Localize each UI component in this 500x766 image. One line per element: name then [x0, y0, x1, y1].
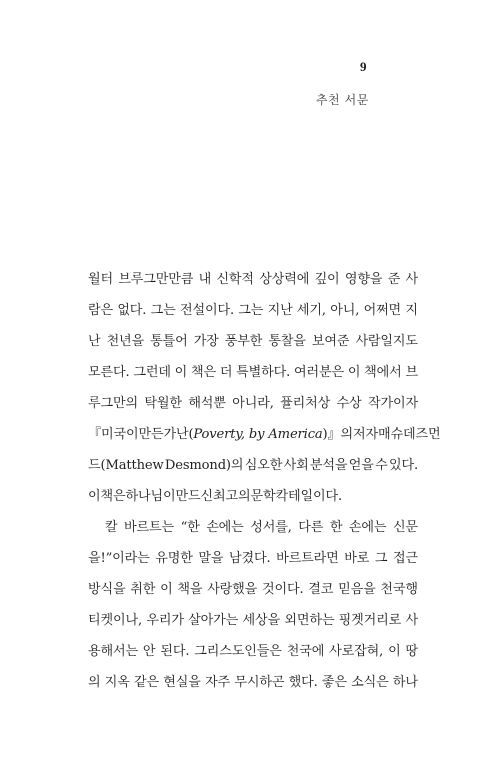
word: 수상: [336, 396, 362, 411]
word: 보여준: [311, 334, 350, 349]
word: 이: [160, 582, 173, 597]
word: 취한: [130, 582, 156, 597]
word: 통틀어: [150, 334, 188, 349]
word: 것이다.: [261, 582, 304, 597]
page-number: 9: [360, 59, 367, 74]
word: 세기,: [296, 303, 326, 318]
word: Desmond)의: [164, 458, 244, 473]
word: 깊이: [314, 272, 340, 287]
word: 최고의: [213, 489, 251, 504]
word: 접근: [392, 551, 418, 566]
word: 저자: [352, 427, 378, 442]
word: 매슈: [377, 427, 403, 442]
word: 통찰을: [268, 334, 306, 349]
word: 사: [405, 613, 418, 628]
word: 살아가는: [188, 613, 239, 628]
word: 책은: [100, 489, 126, 504]
word: 천국에: [286, 644, 325, 659]
word: 특별하다.: [236, 365, 291, 380]
word: 지난: [267, 303, 293, 318]
word: 이: [174, 365, 188, 380]
word: 풍부한: [224, 334, 263, 349]
word: 하나님이: [125, 489, 176, 504]
running-head: 추천 서문: [315, 93, 369, 107]
word: 바르트는: [124, 520, 175, 535]
word: 소식은: [351, 675, 389, 690]
word: 심오한: [244, 458, 283, 473]
word: 이: [347, 365, 361, 380]
word: 지: [405, 303, 418, 318]
word: 현실을: [163, 675, 201, 690]
word: 지옥: [104, 675, 130, 690]
text-line: [88, 388, 418, 419]
word: 외면하는: [284, 613, 335, 628]
word: 가장: [193, 334, 219, 349]
word: 자주: [205, 675, 231, 690]
word: 칵테일이다.: [275, 489, 343, 504]
word: 퓰리처상: [280, 396, 331, 411]
text-line: [88, 636, 418, 667]
text-line: [88, 667, 418, 698]
word: 루그만의: [88, 396, 138, 411]
word: 땅: [405, 644, 418, 659]
word: 같은: [134, 675, 160, 690]
word: 천년을: [106, 334, 145, 349]
word: 어쩌면: [363, 303, 402, 318]
word: 가난(Poverty, by America)』의: [163, 427, 353, 442]
word: 칼: [105, 520, 118, 535]
word: 용해서는: [88, 644, 138, 659]
word: 유명한: [155, 551, 193, 566]
word: 한: [329, 520, 343, 535]
word: 그리스도인들은: [194, 644, 282, 659]
word: 안: [142, 644, 156, 659]
word: 브: [405, 365, 418, 380]
word: 사: [405, 272, 418, 287]
word: 바로: [344, 551, 370, 566]
word: 모른다.: [88, 365, 130, 380]
word: 여러분은: [294, 365, 344, 380]
word: 남겼다.: [228, 551, 271, 566]
text-line: [88, 357, 418, 388]
word: 책은: [191, 365, 216, 380]
word: 손에는: [206, 520, 244, 535]
word: 의: [88, 675, 101, 690]
word: 탁월한: [144, 396, 182, 411]
word: 된다.: [160, 644, 190, 659]
word: 좋은: [321, 675, 347, 690]
word: 하나: [392, 675, 418, 690]
text-line: [88, 481, 418, 512]
word: 무시하곤: [234, 675, 285, 690]
word: 더: [219, 365, 233, 380]
word: 믿음을: [338, 582, 376, 597]
word: 만드신: [175, 489, 213, 504]
word: 사랑했을: [207, 582, 258, 597]
word: 사람일지도: [355, 334, 418, 349]
word: 책을: [177, 582, 203, 597]
word: 그런데: [133, 365, 171, 380]
word: 이: [88, 489, 101, 504]
word: 내: [198, 272, 212, 287]
word: 『미국이: [88, 427, 139, 442]
word: 그는: [238, 303, 264, 318]
word: 천국행: [380, 582, 418, 597]
word: 손에는: [348, 520, 387, 535]
word: 만든: [138, 427, 164, 442]
word: 수: [375, 458, 388, 473]
word: 상상력에: [259, 272, 310, 287]
word: 그: [374, 551, 388, 566]
word: 얻을: [348, 458, 374, 473]
word: 우리가: [146, 613, 184, 628]
word: 핑곗거리로: [338, 613, 402, 628]
word: 방식을: [88, 582, 126, 597]
word: 바르트라면: [276, 551, 339, 566]
word: “한: [180, 520, 200, 535]
word: 세상을: [242, 613, 280, 628]
word: 아니라,: [232, 396, 274, 411]
word: 했다.: [288, 675, 318, 690]
word: 신학적: [216, 272, 254, 287]
word: 작가이자: [367, 396, 418, 411]
book-title-italic: Poverty, by America: [193, 427, 323, 442]
text-line: [88, 543, 418, 574]
word: 있다.: [388, 458, 418, 473]
word: 이: [388, 644, 401, 659]
word: 그는: [150, 303, 176, 318]
word: 신문: [392, 520, 418, 535]
word: 사로잡혀,: [329, 644, 384, 659]
word: 준: [387, 272, 401, 287]
word: 드(Matthew: [88, 458, 164, 473]
text-line: [88, 605, 418, 636]
word: 브루그만만큼: [118, 272, 194, 287]
word: 분석을: [309, 458, 348, 473]
text-line: [88, 295, 418, 326]
word: 아니,: [330, 303, 360, 318]
word: 난: [88, 334, 101, 349]
text-line: [88, 512, 418, 543]
word: 문학: [250, 489, 276, 504]
word: 사회: [283, 458, 309, 473]
word: 해석뿐: [188, 396, 226, 411]
word: 을!”이라는: [88, 551, 150, 566]
body-text: [88, 264, 441, 698]
word: 결코: [308, 582, 334, 597]
text-line: [88, 264, 418, 295]
text-line: [88, 574, 418, 605]
word: 티켓이나,: [88, 613, 143, 628]
word: 없다.: [117, 303, 147, 318]
word: 말을: [198, 551, 224, 566]
text-line: [88, 326, 418, 357]
word: 월터: [88, 272, 113, 287]
word: 영향을: [344, 272, 383, 287]
word: 데즈먼: [402, 427, 441, 442]
word: 람은: [88, 303, 113, 318]
word: 다른: [298, 520, 324, 535]
word: 전설이다.: [179, 303, 234, 318]
word: 책에서: [364, 365, 402, 380]
text-line: [88, 419, 441, 450]
text-line: [88, 450, 418, 481]
word: 성서를,: [250, 520, 292, 535]
